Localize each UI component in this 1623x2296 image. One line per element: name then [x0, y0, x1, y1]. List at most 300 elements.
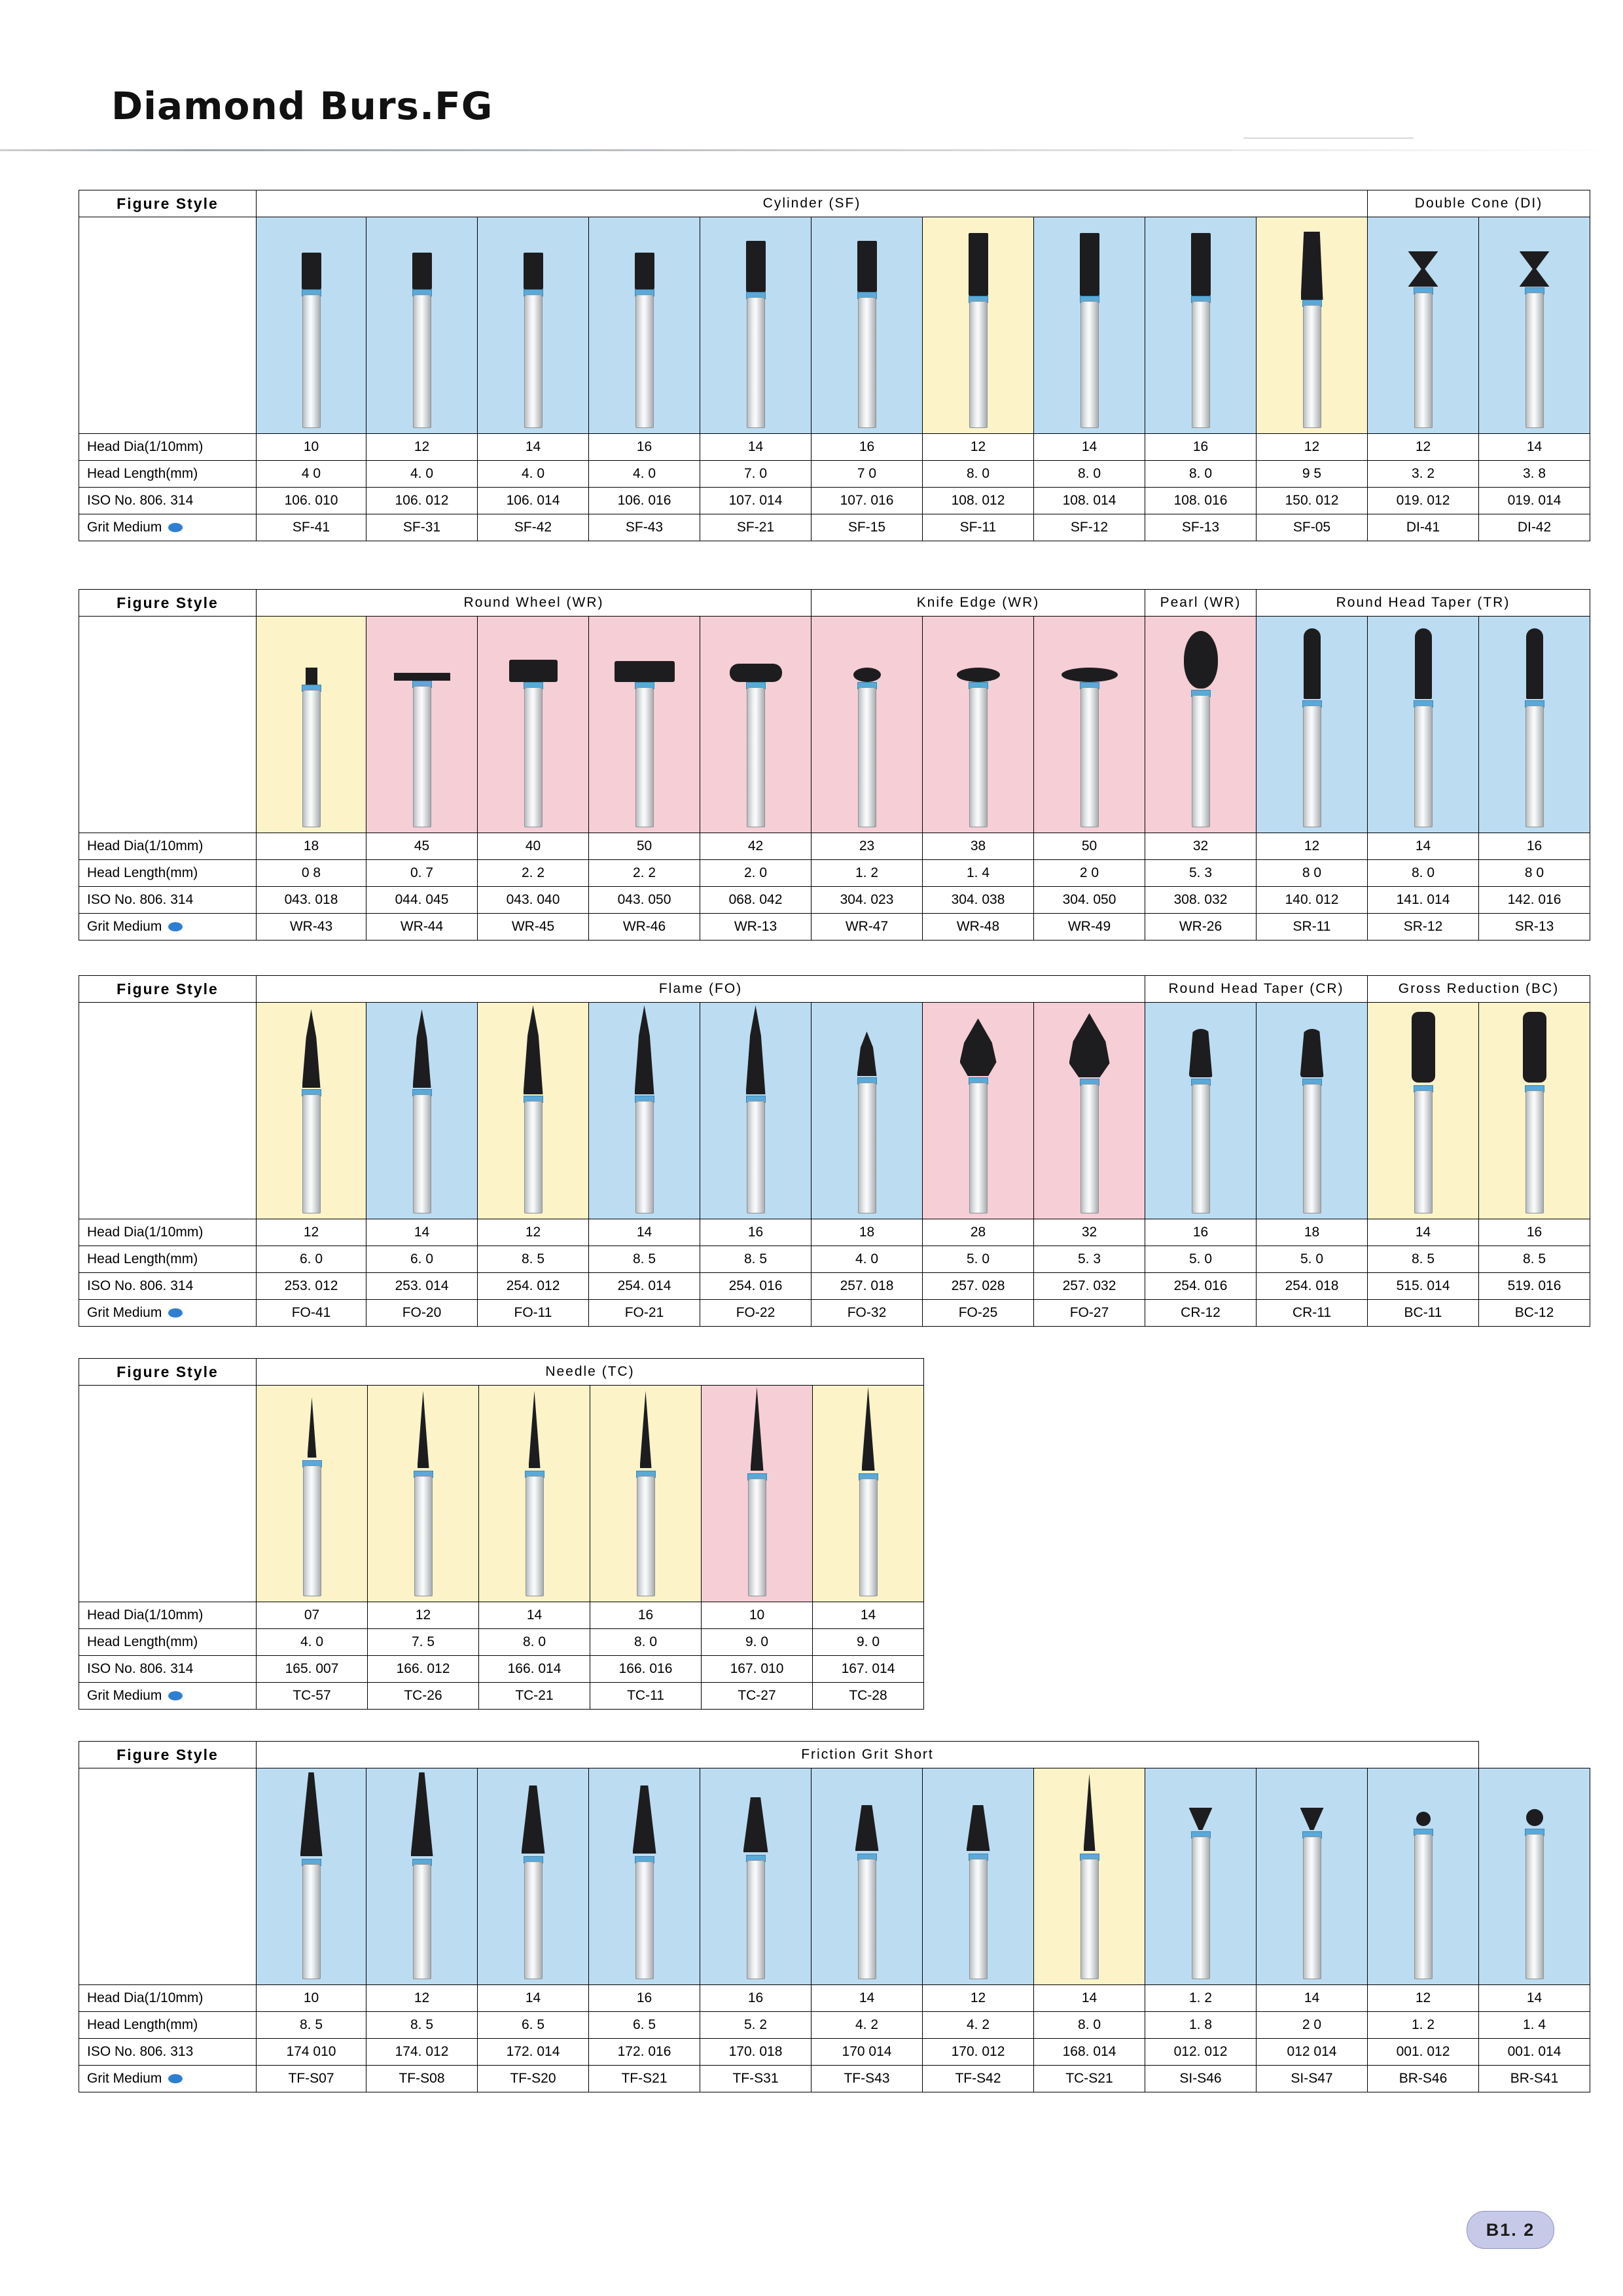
bur-figure-cell: [1368, 1768, 1479, 1985]
head-length-value: 8. 0: [590, 1629, 702, 1656]
bur-head: [300, 1772, 323, 1856]
bur-figure-cell: [1479, 1768, 1590, 1985]
grit-code-value: SR-12: [1368, 914, 1479, 941]
iso-value: 019. 012: [1368, 488, 1479, 514]
iso-value: 108. 016: [1145, 488, 1257, 514]
head-length-value: 2. 0: [700, 860, 812, 887]
bur-shank: [969, 687, 988, 827]
head-dia-value: 14: [1368, 1219, 1479, 1246]
bur-shank: [524, 1861, 543, 1979]
bur-head: [1189, 1029, 1213, 1077]
grit-code-value: WR-49: [1034, 914, 1145, 941]
bur-illustration: [292, 217, 331, 433]
bur-figure-cell: [1145, 1003, 1257, 1219]
iso-value: 254. 018: [1257, 1273, 1368, 1300]
bur-head: [1080, 233, 1099, 296]
iso-value: 141. 014: [1368, 887, 1479, 914]
bur-figure-cell: [478, 617, 589, 833]
grit-code-value: WR-47: [812, 914, 923, 941]
iso-value: 044. 045: [366, 887, 478, 914]
head-dia-value: 12: [366, 434, 478, 461]
iso-value: 170. 012: [923, 2039, 1034, 2066]
head-length-value: 1. 2: [812, 860, 923, 887]
head-dia-value: 32: [1034, 1219, 1145, 1246]
iso-value: 107. 016: [812, 488, 923, 514]
bur-head: [1184, 631, 1218, 689]
bur-figure-cell: [700, 1003, 812, 1219]
iso-value: 257. 018: [812, 1273, 923, 1300]
head-length-value: 8. 5: [478, 1246, 589, 1273]
bur-head: [635, 253, 654, 289]
head-dia-value: 18: [257, 833, 366, 860]
head-dia-value: 12: [478, 1219, 589, 1246]
bur-illustration: [847, 617, 887, 833]
iso-value: 142. 016: [1479, 887, 1590, 914]
head-dia-value: 14: [478, 1985, 589, 2012]
bur-illustration: [1293, 217, 1332, 433]
head-dia-value: 12: [1257, 434, 1368, 461]
bur-head: [1520, 251, 1550, 287]
bur-illustration: [959, 1768, 998, 1984]
head-length-value: 8. 0: [1034, 461, 1145, 488]
bur-figure-cell: [923, 1003, 1034, 1219]
grit-code-value: BC-12: [1479, 1300, 1590, 1327]
head-length-value: 6. 5: [478, 2012, 589, 2039]
bur-shank: [302, 295, 321, 428]
grit-row: [79, 1683, 924, 1710]
bur-illustration: [1515, 217, 1554, 433]
grit-code-value: WR-48: [923, 914, 1034, 941]
bur-illustration: [625, 1768, 664, 1984]
bur-figure-cell: [1257, 1003, 1368, 1219]
bur-illustration: [738, 1386, 777, 1602]
bur-shank: [414, 1476, 433, 1596]
bur-shank: [524, 687, 543, 827]
grit-code-value: SF-42: [478, 514, 589, 541]
bur-shank: [413, 295, 431, 428]
head-dia-value: 14: [479, 1602, 590, 1629]
bur-figure-cell: [1368, 1003, 1479, 1219]
iso-value: 166. 014: [479, 1656, 590, 1683]
iso-value: 174 010: [257, 2039, 366, 2066]
grit-code-value: TC-57: [257, 1683, 368, 1710]
grit-code-value: BC-11: [1368, 1300, 1479, 1327]
grit-code-value: WR-26: [1145, 914, 1257, 941]
bur-shank: [1192, 1084, 1210, 1213]
bur-figure-cell: [1145, 1768, 1257, 1985]
head-dia-value: 14: [1479, 434, 1590, 461]
head-length-value: 3. 8: [1479, 461, 1590, 488]
bur-figure-cell: [1479, 1003, 1590, 1219]
iso-value: 170. 018: [700, 2039, 812, 2066]
iso-value: 019. 014: [1479, 488, 1590, 514]
bur-head: [862, 1387, 875, 1471]
bur-illustration: [736, 1768, 776, 1984]
bur-shank: [1525, 1834, 1544, 1979]
table-3: [79, 975, 1590, 1327]
bur-shank: [1192, 1837, 1210, 1979]
head-length-value: 9. 0: [702, 1629, 813, 1656]
bur-head: [1191, 233, 1211, 296]
bur-head: [522, 1785, 545, 1854]
head-dia-value: 12: [923, 434, 1034, 461]
bur-shank: [1414, 293, 1433, 428]
bur-shank: [637, 1476, 655, 1596]
head-dia-label: Head Dia(1/10mm): [79, 833, 257, 860]
head-length-value: 2. 2: [478, 860, 589, 887]
grit-code-value: FO-25: [923, 1300, 1034, 1327]
head-length-label: Head Length(mm): [79, 1629, 257, 1656]
grit-color-dot-icon: [168, 2074, 183, 2083]
head-dia-value: 12: [1368, 1985, 1479, 2012]
bur-shank: [858, 687, 876, 827]
head-length-row: [79, 461, 1590, 488]
head-dia-value: 12: [257, 1219, 366, 1246]
bur-illustration: [1515, 1003, 1554, 1219]
bur-shank: [747, 1101, 765, 1213]
iso-value: 515. 014: [1368, 1273, 1479, 1300]
iso-value: 106. 010: [257, 488, 366, 514]
group-header-row: [79, 190, 1590, 217]
bur-shank: [524, 295, 543, 428]
bur-shank: [413, 686, 431, 827]
head-dia-row: [79, 434, 1590, 461]
bur-illustration: [1293, 1003, 1332, 1219]
bur-shank: [1303, 1837, 1321, 1979]
bur-figure-cell: [366, 1768, 478, 1985]
bur-illustration: [959, 1003, 998, 1219]
head-length-value: 8. 5: [366, 2012, 478, 2039]
iso-value: 254. 014: [589, 1273, 700, 1300]
iso-value: 043. 018: [257, 887, 366, 914]
group-header: Round Head Taper (CR): [1145, 976, 1368, 1003]
table-2: [79, 589, 1590, 941]
head-dia-value: 50: [589, 833, 700, 860]
grit-medium-label: [79, 914, 257, 941]
bur-head: [1416, 1812, 1431, 1826]
bur-illustration: [847, 1768, 887, 1984]
iso-value: 166. 016: [590, 1656, 702, 1683]
figure-style-label: Figure Style: [79, 1742, 257, 1768]
grit-code-value: TC-26: [368, 1683, 479, 1710]
bur-shank: [858, 297, 876, 428]
group-header: Cylinder (SF): [257, 190, 1368, 217]
bur-shank: [859, 1479, 878, 1596]
iso-value: 167. 010: [702, 1656, 813, 1683]
grit-code-value: TF-S42: [923, 2066, 1034, 2092]
bur-illustration: [959, 217, 998, 433]
bur-head: [633, 1785, 656, 1854]
grit-row: [79, 2066, 1590, 2092]
bur-illustration: [849, 1386, 888, 1602]
bur-head: [751, 1387, 764, 1471]
head-length-value: 5. 0: [923, 1246, 1034, 1273]
head-dia-value: 10: [702, 1602, 813, 1629]
head-dia-label: Head Dia(1/10mm): [79, 1602, 257, 1629]
bur-illustration: [1404, 1768, 1443, 1984]
bur-figure-cell: [257, 1003, 366, 1219]
head-dia-row: [79, 1602, 924, 1629]
grit-code-value: WR-45: [478, 914, 589, 941]
grit-code-value: BR-S41: [1479, 2066, 1590, 2092]
iso-value: 140. 012: [1257, 887, 1368, 914]
head-dia-value: 16: [1145, 434, 1257, 461]
figure-row: [79, 1003, 1590, 1219]
bur-illustration: [514, 1768, 553, 1984]
iso-value: 257. 032: [1034, 1273, 1145, 1300]
head-dia-value: 1. 2: [1145, 1985, 1257, 2012]
grit-medium-label: [79, 1300, 257, 1327]
head-length-value: 5. 0: [1257, 1246, 1368, 1273]
figure-row-label-cell: [79, 217, 257, 434]
head-length-value: 8. 5: [1479, 1246, 1590, 1273]
head-length-value: 0 8: [257, 860, 366, 887]
iso-value: 068. 042: [700, 887, 812, 914]
head-length-value: 3. 2: [1368, 461, 1479, 488]
head-length-value: 4 0: [257, 461, 366, 488]
group-header-row: [79, 1359, 924, 1386]
bur-figure-cell: [1034, 217, 1145, 434]
head-length-value: 9 5: [1257, 461, 1368, 488]
iso-label: ISO No. 806. 314: [79, 887, 257, 914]
head-length-value: 8. 0: [1034, 2012, 1145, 2039]
bur-figure-cell: [1145, 217, 1257, 434]
head-length-value: 8 0: [1257, 860, 1368, 887]
head-length-value: 8. 5: [1368, 1246, 1479, 1273]
grit-code-value: TF-S08: [366, 2066, 478, 2092]
iso-value: 519. 016: [1479, 1273, 1590, 1300]
iso-row: [79, 2039, 1590, 2066]
bur-shank: [1414, 1090, 1433, 1213]
iso-value: 001. 012: [1368, 2039, 1479, 2066]
grit-code-value: TC-11: [590, 1683, 702, 1710]
bur-illustration: [1515, 617, 1554, 833]
bur-illustration: [625, 1003, 664, 1219]
grit-color-dot-icon: [168, 1308, 183, 1318]
grit-code-value: TF-S21: [589, 2066, 700, 2092]
group-header: Friction Grit Short: [257, 1742, 1479, 1768]
bur-illustration: [402, 1768, 442, 1984]
bur-figure-cell: [589, 217, 700, 434]
group-header: Needle (TC): [257, 1359, 924, 1386]
bur-figure-cell: [366, 617, 478, 833]
bur-head: [529, 1391, 541, 1468]
head-dia-value: 07: [257, 1602, 368, 1629]
head-dia-value: 16: [1479, 1219, 1590, 1246]
head-dia-label: Head Dia(1/10mm): [79, 1219, 257, 1246]
bur-shank: [635, 687, 654, 827]
bur-head: [411, 1772, 433, 1856]
head-dia-value: 32: [1145, 833, 1257, 860]
head-length-value: 4. 0: [366, 461, 478, 488]
grit-medium-label: [79, 514, 257, 541]
bur-figure-cell: [366, 217, 478, 434]
head-dia-value: 14: [1257, 1985, 1368, 2012]
head-length-value: 4. 2: [812, 2012, 923, 2039]
figure-row-label-cell: [79, 1768, 257, 1985]
iso-value: 043. 040: [478, 887, 589, 914]
head-dia-value: 42: [700, 833, 812, 860]
bur-illustration: [1404, 217, 1443, 433]
bur-head: [1084, 1774, 1096, 1851]
bur-shank: [635, 1101, 654, 1213]
bur-head: [746, 241, 766, 292]
bur-illustration: [402, 217, 442, 433]
bur-head: [1523, 1012, 1546, 1083]
head-dia-value: 16: [1145, 1219, 1257, 1246]
bur-figure-cell: [812, 1768, 923, 1985]
bur-figure-cell: [478, 1768, 589, 1985]
bur-shank: [635, 295, 654, 428]
group-header: Round Wheel (WR): [257, 590, 812, 617]
bur-head: [306, 668, 317, 685]
bur-shank: [635, 1861, 654, 1979]
head-dia-value: 12: [368, 1602, 479, 1629]
iso-value: 107. 014: [700, 488, 812, 514]
grit-code-value: TC-S21: [1034, 2066, 1145, 2092]
grit-color-dot-icon: [168, 523, 183, 532]
bur-shank: [1080, 687, 1099, 827]
bur-shank: [858, 1083, 876, 1213]
bur-figure-cell: [1034, 617, 1145, 833]
grit-code-value: BR-S46: [1368, 2066, 1479, 2092]
figure-row-label-cell: [79, 1386, 257, 1602]
bur-illustration: [402, 617, 442, 833]
head-length-value: 0. 7: [366, 860, 478, 887]
head-dia-value: 28: [923, 1219, 1034, 1246]
grit-code-value: SF-12: [1034, 514, 1145, 541]
grit-medium-label: [79, 2066, 257, 2092]
head-length-value: 9. 0: [813, 1629, 924, 1656]
group-header: Double Cone (DI): [1368, 190, 1590, 217]
bur-shank: [747, 1860, 765, 1979]
head-length-label: Head Length(mm): [79, 2012, 257, 2039]
bur-figure-cell: [1479, 617, 1590, 833]
bur-head: [1412, 1012, 1435, 1083]
grit-row: [79, 914, 1590, 941]
bur-illustration: [293, 1386, 332, 1602]
group-header: Knife Edge (WR): [812, 590, 1145, 617]
head-dia-value: 16: [812, 434, 923, 461]
bur-figure-cell: [812, 617, 923, 833]
head-dia-value: 16: [589, 1985, 700, 2012]
bur-shank: [1525, 293, 1544, 428]
head-dia-value: 23: [812, 833, 923, 860]
bur-head: [412, 253, 432, 289]
group-header: Pearl (WR): [1145, 590, 1257, 617]
bur-head: [1061, 668, 1118, 682]
grit-medium-text: Grit Medium: [87, 520, 162, 535]
grit-color-dot-icon: [168, 1691, 183, 1700]
bur-figure-cell: [1145, 617, 1257, 833]
bur-illustration: [514, 1003, 553, 1219]
head-length-row: [79, 1246, 1590, 1273]
head-length-row: [79, 2012, 1590, 2039]
bur-shank: [413, 1864, 431, 1979]
head-dia-value: 12: [1368, 434, 1479, 461]
bur-illustration: [1293, 617, 1332, 833]
bur-head: [524, 1005, 543, 1094]
bur-head: [967, 1805, 990, 1851]
grit-code-value: TC-27: [702, 1683, 813, 1710]
bur-shank: [303, 1465, 321, 1596]
iso-value: 304. 023: [812, 887, 923, 914]
bur-head: [302, 1009, 321, 1088]
bur-figure-cell: [1034, 1003, 1145, 1219]
head-dia-value: 16: [590, 1602, 702, 1629]
iso-label: ISO No. 806. 313: [79, 2039, 257, 2066]
head-length-value: 8. 5: [700, 1246, 812, 1273]
grit-row: [79, 514, 1590, 541]
iso-label: ISO No. 806. 314: [79, 1273, 257, 1300]
grit-code-value: CR-12: [1145, 1300, 1257, 1327]
head-length-value: 1. 4: [923, 860, 1034, 887]
head-length-value: 8. 5: [257, 2012, 366, 2039]
head-dia-value: 40: [478, 833, 589, 860]
bur-illustration: [292, 1003, 331, 1219]
bur-figure-cell: [479, 1386, 590, 1602]
bur-illustration: [1181, 617, 1221, 833]
bur-shank: [969, 1859, 988, 1979]
bur-head: [1415, 628, 1432, 699]
iso-value: 043. 050: [589, 887, 700, 914]
head-length-value: 4. 0: [589, 461, 700, 488]
grit-code-value: WR-43: [257, 914, 366, 941]
iso-value: 257. 028: [923, 1273, 1034, 1300]
bur-figure-cell: [589, 1003, 700, 1219]
head-dia-value: 50: [1034, 833, 1145, 860]
head-dia-row: [79, 833, 1590, 860]
iso-value: 001. 014: [1479, 2039, 1590, 2066]
iso-value: 308. 032: [1145, 887, 1257, 914]
figure-row: [79, 617, 1590, 833]
grit-code-value: SF-21: [700, 514, 812, 541]
head-length-value: 1. 2: [1368, 2012, 1479, 2039]
bur-illustration: [1404, 617, 1443, 833]
bur-head: [1189, 1808, 1213, 1830]
head-dia-value: 10: [257, 434, 366, 461]
head-dia-value: 14: [1368, 833, 1479, 860]
figure-style-label: Figure Style: [79, 976, 257, 1003]
head-dia-value: 14: [812, 1985, 923, 2012]
bur-head: [743, 1797, 768, 1852]
bur-figure-cell: [700, 217, 812, 434]
header-divider: [0, 149, 1623, 151]
iso-value: 304. 038: [923, 887, 1034, 914]
head-dia-row: [79, 1985, 1590, 2012]
bur-figure-cell: [1479, 217, 1590, 434]
bur-head: [730, 664, 782, 682]
head-length-label: Head Length(mm): [79, 1246, 257, 1273]
iso-value: 165. 007: [257, 1656, 368, 1683]
grit-medium-text: Grit Medium: [87, 1688, 162, 1703]
grit-code-value: SI-S46: [1145, 2066, 1257, 2092]
head-length-value: 4. 0: [257, 1629, 368, 1656]
bur-figure-cell: [589, 1768, 700, 1985]
bur-figure-cell: [589, 617, 700, 833]
iso-value: 150. 012: [1257, 488, 1368, 514]
page-title: Diamond Burs.FG: [111, 84, 493, 128]
bur-figure-cell: [923, 217, 1034, 434]
bur-head: [302, 253, 321, 289]
iso-value: 166. 012: [368, 1656, 479, 1683]
bur-head: [615, 661, 675, 682]
iso-value: 108. 014: [1034, 488, 1145, 514]
grit-code-value: FO-41: [257, 1300, 366, 1327]
head-dia-value: 16: [589, 434, 700, 461]
head-length-value: 4. 2: [923, 2012, 1034, 2039]
head-length-value: 8. 0: [479, 1629, 590, 1656]
